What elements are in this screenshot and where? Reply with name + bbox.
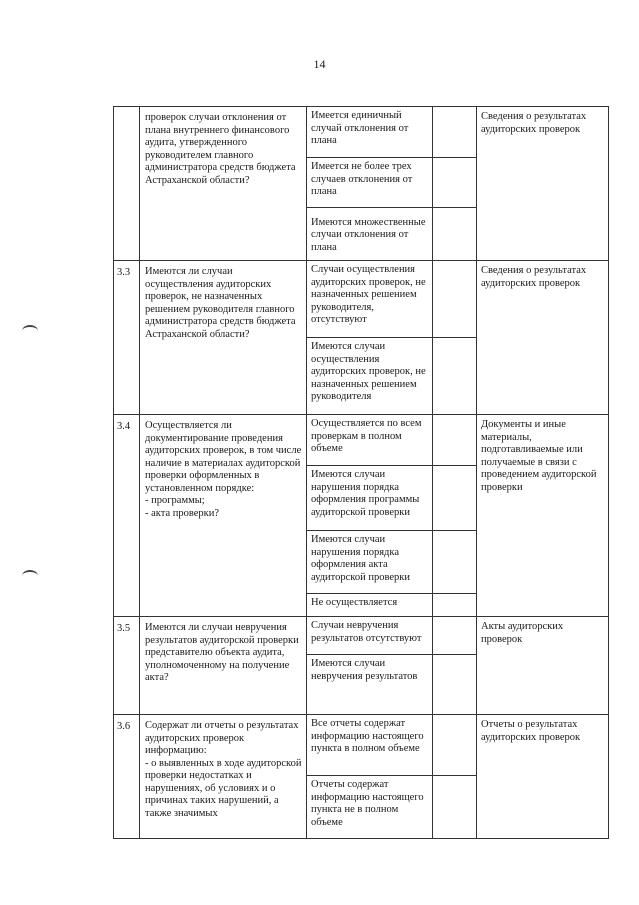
score-cell xyxy=(433,715,477,776)
answer-cell: Имеются случаи нарушения порядка оформления акта аудиторской проверки xyxy=(307,531,433,594)
score-cell xyxy=(433,594,477,617)
answer-cell: Отчеты содержат информацию настоящего пункта не в полном объеме xyxy=(307,776,433,839)
question-cell: Осуществляется ли документирование проведения аудиторских проверок, в том числе наличие в материалах аудиторской проверки оформленных в установленном порядке: - программы; - акта проверки? xyxy=(140,415,307,617)
row-number: 3.3 xyxy=(114,261,140,415)
score-cell xyxy=(433,107,477,158)
score-cell xyxy=(433,776,477,839)
answer-cell: Имеются множественные случаи отклонения от плана xyxy=(307,208,433,261)
margin-mark xyxy=(22,325,38,337)
row-number xyxy=(114,107,140,261)
answer-cell: Не осуществляется xyxy=(307,594,433,617)
answer-cell: Осуществляется по всем проверкам в полном объеме xyxy=(307,415,433,466)
table-row xyxy=(114,261,609,338)
row-number: 3.6 xyxy=(114,715,140,839)
answer-cell: Имеется единичный случай отклонения от плана xyxy=(307,107,433,158)
table-row xyxy=(114,415,609,466)
source-cell: Акты аудиторских проверок xyxy=(477,617,609,715)
answer-cell: Имеются случаи осуществления аудиторских проверок, не назначенных решением руководителя xyxy=(307,338,433,415)
source-cell: Сведения о результатах аудиторских проверок xyxy=(477,261,609,415)
table-row xyxy=(114,715,609,776)
answer-cell: Случаи невручения результатов отсутствуют xyxy=(307,617,433,655)
score-cell xyxy=(433,531,477,594)
score-cell xyxy=(433,338,477,415)
answer-cell: Случаи осуществления аудиторских проверок, не назначенных решением руководителя, отсутствуют xyxy=(307,261,433,338)
page-number: 14 xyxy=(313,57,326,71)
answer-cell: Имеются случаи нарушения порядка оформления программы аудиторской проверки xyxy=(307,466,433,531)
score-cell xyxy=(433,208,477,261)
row-number: 3.4 xyxy=(114,415,140,617)
source-cell: Сведения о результатах аудиторских проверок xyxy=(477,107,609,261)
source-cell: Документы и иные материалы, подготавливаемые или получаемые в связи с проведением аудиторской проверки xyxy=(477,415,609,617)
score-cell xyxy=(433,617,477,655)
score-cell xyxy=(433,655,477,715)
source-cell: Отчеты о результатах аудиторских проверок xyxy=(477,715,609,839)
criteria-table xyxy=(113,106,609,839)
score-cell xyxy=(433,466,477,531)
table-row xyxy=(114,107,609,158)
question-cell: Имеются ли случаи осуществления аудиторских проверок, не назначенных решением руководителя главного администратора средств бюджета Астраханской области? xyxy=(140,261,307,415)
answer-cell: Имеются случаи невручения результатов xyxy=(307,655,433,715)
question-cell: проверок случаи отклонения от плана внутреннего финансового аудита, утвержденного руководителем главного администратора средств бюджета Астраханской области? xyxy=(140,107,307,261)
answer-cell: Имеется не более трех случаев отклонения от плана xyxy=(307,158,433,208)
score-cell xyxy=(433,158,477,208)
score-cell xyxy=(433,261,477,338)
answer-cell: Все отчеты содержат информацию настоящего пункта в полном объеме xyxy=(307,715,433,776)
score-cell xyxy=(433,415,477,466)
table-row xyxy=(114,617,609,655)
margin-mark xyxy=(22,570,38,582)
row-number: 3.5 xyxy=(114,617,140,715)
question-cell: Имеются ли случаи невручения результатов аудиторской проверки представителю объекта аудита, уполномоченному на получение акта? xyxy=(140,617,307,715)
question-cell: Содержат ли отчеты о результатах аудиторских проверок информацию: - о выявленных в ходе аудиторской проверки недостатках и нарушениях, об условиях и о причинах таких нарушений, а также значимых xyxy=(140,715,307,839)
